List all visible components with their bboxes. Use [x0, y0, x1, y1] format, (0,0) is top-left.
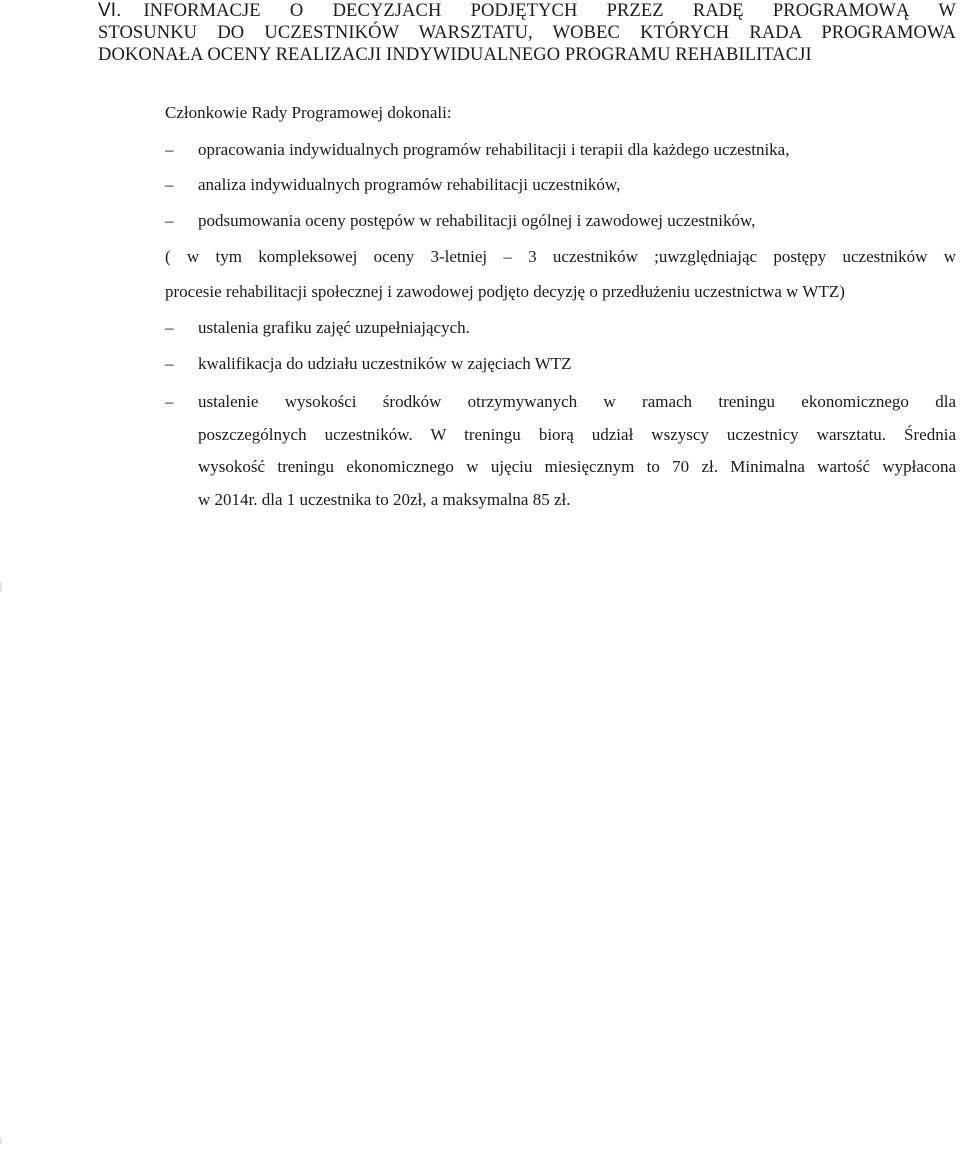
list-item: ustalenia grafiku zajęć uzupełniających.: [198, 318, 470, 337]
list-item: analiza indywidualnych programów rehabilitacji uczestników,: [198, 175, 621, 194]
heading-line-1: INFORMACJE O DECYZJACH PODJĘTYCH PRZEZ RADĘ PROGRAMOWĄ W: [143, 1, 956, 21]
heading-line-3: DOKONAŁA OCENY REALIZACJI INDYWIDUALNEGO PROGRAMU REHABILITACJI: [98, 45, 812, 65]
dash-marker: –: [165, 318, 174, 337]
dash-marker: –: [165, 140, 174, 159]
economic-training-line-1: ustalenie wysokości środków otrzymywanych w ramach treningu ekonomicznego dla: [198, 392, 956, 411]
economic-training-item: [198, 386, 956, 516]
parenthetical-line-1: ( w tym kompleksowej oceny 3-letniej – 3 uczestników ;uwzględniając postępy uczestników w: [165, 247, 956, 266]
economic-training-line-4: w 2014r. dla 1 uczestnika to 20zł, a maksymalna 85 zł.: [198, 489, 571, 509]
heading-line-2: STOSUNKU DO UCZESTNIKÓW WARSZTATU, WOBEC KTÓRYCH RADA PROGRAMOWA: [98, 23, 956, 43]
parenthetical-line-2: procesie rehabilitacji społecznej i zawodowej podjęto decyzję o przedłużeniu uczestnictwa w WTZ): [165, 282, 845, 301]
scan-mark: [0, 582, 2, 592]
section-heading: [98, 0, 956, 22]
economic-training-line-2: poszczególnych uczestników. W treningu biorą udział wszyscy uczestnicy warsztatu. Średnia: [198, 424, 956, 444]
list-item: opracowania indywidualnych programów rehabilitacji i terapii dla każdego uczestnika,: [198, 140, 790, 159]
dash-marker: –: [165, 175, 174, 194]
list-item: kwalifikacja do udziału uczestników w zajęciach WTZ: [198, 354, 572, 373]
section-number: VI.: [98, 0, 122, 21]
list-item: podsumowania oceny postępów w rehabilitacji ogólnej i zawodowej uczestników,: [198, 211, 756, 230]
dash-marker: –: [165, 211, 174, 230]
heading-line-3-wrap: [98, 44, 956, 66]
scan-mark: [0, 1138, 2, 1144]
heading-line-2-wrap: [98, 22, 956, 44]
economic-training-line-3: wysokość treningu ekonomicznego w ujęciu miesięcznym to 70 zł. Minimalna wartość wypłacona: [198, 457, 956, 476]
dash-marker: –: [165, 354, 174, 373]
dash-marker: –: [165, 392, 174, 411]
intro-text: Członkowie Rady Programowej dokonali:: [165, 103, 452, 122]
